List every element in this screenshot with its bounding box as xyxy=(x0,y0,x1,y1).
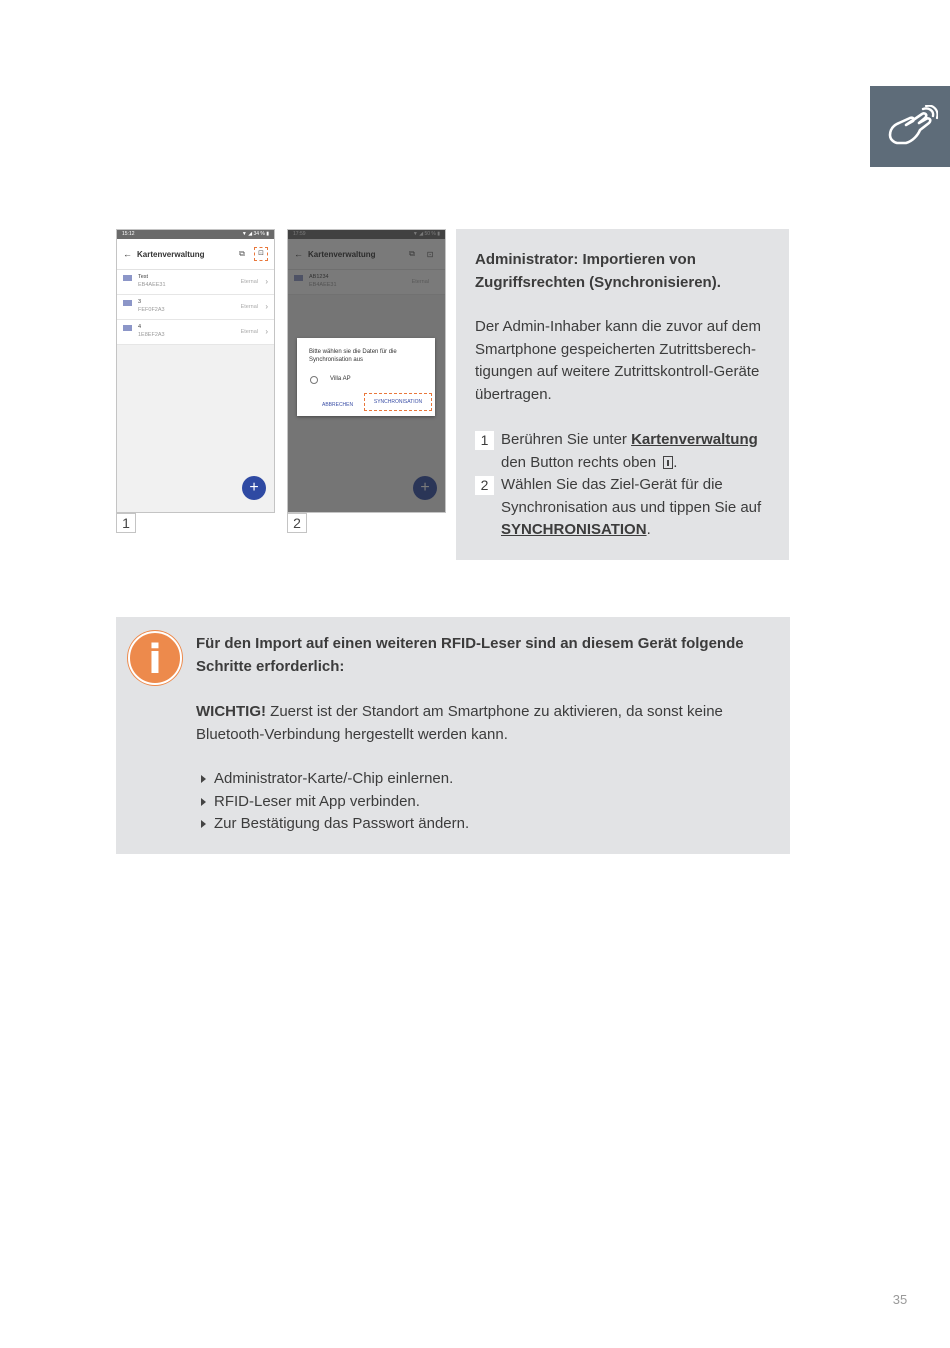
step-2 xyxy=(475,474,775,542)
step-text-part: Berühren Sie unter xyxy=(501,431,632,448)
sync-icon: ⊡ xyxy=(254,247,268,261)
step-text-part: den Button rechts oben xyxy=(501,453,661,471)
step-text xyxy=(501,429,775,474)
chapter-tab xyxy=(870,86,950,167)
back-arrow-icon: ← xyxy=(123,249,132,259)
important-text: Zuerst ist der Standort am Smartphone zu aktivieren, da sonst keine Bluetooth-Verbindung hergestellt werden kann. xyxy=(196,703,723,743)
list-item xyxy=(196,791,776,814)
panel-title: Administrator: Importieren von Zugriffsrechten (Synchronisieren). xyxy=(475,251,721,291)
bullet-triangle-icon xyxy=(201,775,206,783)
list-item xyxy=(196,768,776,791)
app-bar xyxy=(117,239,274,270)
card-id: FEF0F2A3 xyxy=(138,307,165,313)
dialog-option: Villa AP xyxy=(330,376,351,382)
app-bar-title: Kartenverwaltung xyxy=(137,249,205,259)
card-status: Eternal xyxy=(240,304,258,310)
card-id: 1E8EF2A3 xyxy=(138,332,165,338)
list-item xyxy=(196,813,776,836)
list-item xyxy=(117,320,274,345)
step-number: 2 xyxy=(475,476,494,495)
sync-dialog xyxy=(297,338,435,416)
status-indicators: ▼ ◢ 34 % ▮ xyxy=(241,231,269,237)
screenshot-number-2: 2 xyxy=(287,513,307,533)
step-text-part: . xyxy=(646,521,651,539)
step-text-part: Wählen Sie das Ziel-Gerät für die Synchronisation aus und tippen Sie auf xyxy=(501,476,762,516)
card-icon xyxy=(123,275,132,281)
chevron-right-icon: › xyxy=(265,327,268,336)
page-number: 35 xyxy=(892,1292,908,1307)
step-text-part: . xyxy=(673,453,678,471)
screenshot-number-1: 1 xyxy=(116,513,136,533)
phone-screenshot-1 xyxy=(116,229,275,513)
sync-button-icon xyxy=(663,456,673,469)
card-name: 3 xyxy=(138,299,142,305)
dialog-sync-label: SYNCHRONISATION xyxy=(364,393,432,411)
status-time: 15:12 xyxy=(122,231,135,237)
card-icon xyxy=(123,325,132,331)
phone-screenshot-2 xyxy=(287,229,446,513)
card-status: Eternal xyxy=(240,279,258,285)
step-number: 1 xyxy=(475,431,494,450)
card-status: Eternal xyxy=(240,329,258,335)
bullet-text: Zur Bestätigung das Passwort ändern. xyxy=(214,815,470,833)
kartenverwaltung-label: Kartenverwaltung xyxy=(631,431,758,448)
important-label: WICHTIG! xyxy=(196,703,266,720)
radio-icon xyxy=(310,376,318,384)
copy-icon: ⧉ xyxy=(239,249,245,258)
info-panel xyxy=(116,617,790,854)
step-text xyxy=(501,474,775,542)
panel-body: Der Admin-Inhaber kann die zuvor auf dem Smartphone gespeicherten Zutrittsberech-tigungen auf weitere Zutrittskontroll-Geräte übertragen. xyxy=(475,318,761,403)
bullet-triangle-icon xyxy=(201,798,206,806)
synchronisation-label: SYNCHRONISATION xyxy=(501,521,647,539)
bullet-triangle-icon xyxy=(201,820,206,828)
chevron-right-icon: › xyxy=(265,277,268,286)
info-icon: i xyxy=(128,631,182,685)
bullet-text: Administrator-Karte/-Chip einlernen. xyxy=(214,770,454,787)
chevron-right-icon: › xyxy=(265,302,268,311)
card-name: Test xyxy=(138,274,149,280)
bullet-text: RFID-Leser mit App verbinden. xyxy=(214,792,420,810)
info-important-text xyxy=(196,700,776,746)
card-icon xyxy=(123,300,132,306)
list-item xyxy=(117,270,274,295)
info-bullet-list xyxy=(196,768,776,836)
step-1 xyxy=(475,429,775,474)
instruction-panel xyxy=(456,229,789,560)
hand-pointer-icon xyxy=(882,105,938,149)
add-fab-icon: + xyxy=(242,476,266,500)
status-bar xyxy=(117,230,274,239)
dialog-text: Bitte wählen sie die Daten für die Synchronisation aus xyxy=(309,349,397,363)
card-id: EB4AEE31 xyxy=(138,282,166,288)
list-item xyxy=(117,295,274,320)
card-name: 4 xyxy=(138,324,142,330)
info-title: Für den Import auf einen weiteren RFID-Leser sind an diesem Gerät folgende Schritte erforderlich: xyxy=(196,635,744,675)
dialog-cancel-label: ABBRECHEN xyxy=(322,402,354,408)
